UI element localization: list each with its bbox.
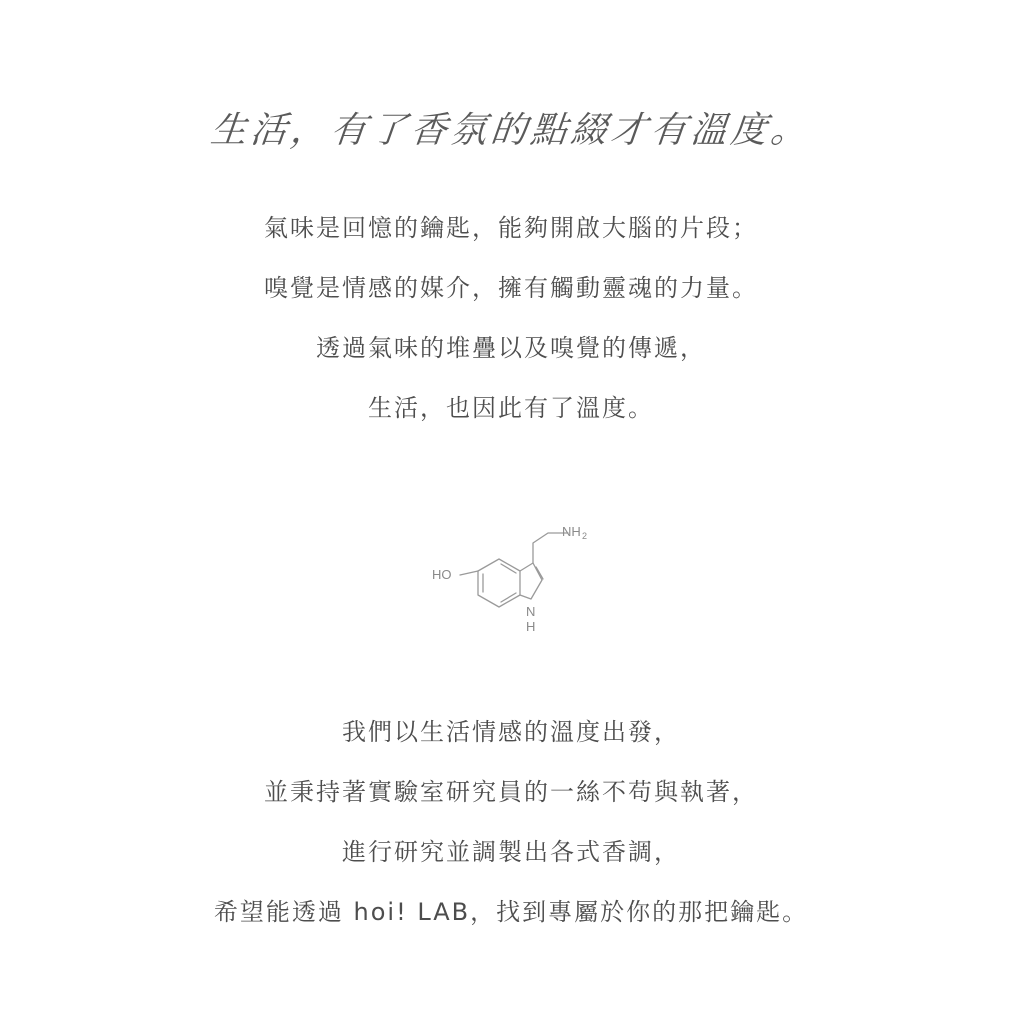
ring-nitrogen-label: N bbox=[526, 604, 536, 619]
outro-line: 希望能透過 hoi! LAB，找到專屬於你的那把鑰匙。 bbox=[213, 898, 809, 926]
intro-line: 氣味是回憶的鑰匙，能夠開啟大腦的片段； bbox=[264, 214, 758, 242]
pyrrole-ring bbox=[520, 563, 542, 599]
hydroxyl-label: HO bbox=[432, 567, 452, 582]
intro-line: 透過氣味的堆疊以及嗅覺的傳遞， bbox=[316, 334, 706, 362]
benzene-ring bbox=[478, 559, 520, 607]
double-bond bbox=[536, 567, 543, 579]
intro-line: 生活，也因此有了溫度。 bbox=[368, 394, 654, 422]
amine-subscript: 2 bbox=[582, 531, 588, 541]
outro-line: 並秉持著實驗室研究員的一絲不苟與執著， bbox=[264, 778, 758, 806]
outro-paragraph bbox=[0, 702, 1022, 942]
double-bond bbox=[501, 593, 516, 602]
intro-paragraph bbox=[0, 198, 1022, 438]
double-bond bbox=[501, 564, 516, 573]
molecule-bonds bbox=[460, 533, 568, 607]
intro-line: 嗅覺是情感的媒介，擁有觸動靈魂的力量。 bbox=[264, 274, 758, 302]
amine-label: NH bbox=[562, 524, 581, 539]
handwritten-title: 生活，有了香氛的點綴才有溫度。 bbox=[208, 110, 813, 151]
hydroxyl-bond bbox=[460, 571, 478, 575]
serotonin-molecule-diagram bbox=[420, 515, 610, 645]
outro-line: 進行研究並調製出各式香調， bbox=[342, 838, 680, 866]
outro-line: 我們以生活情感的溫度出發， bbox=[342, 718, 680, 746]
ring-hydrogen-label: H bbox=[526, 619, 536, 634]
